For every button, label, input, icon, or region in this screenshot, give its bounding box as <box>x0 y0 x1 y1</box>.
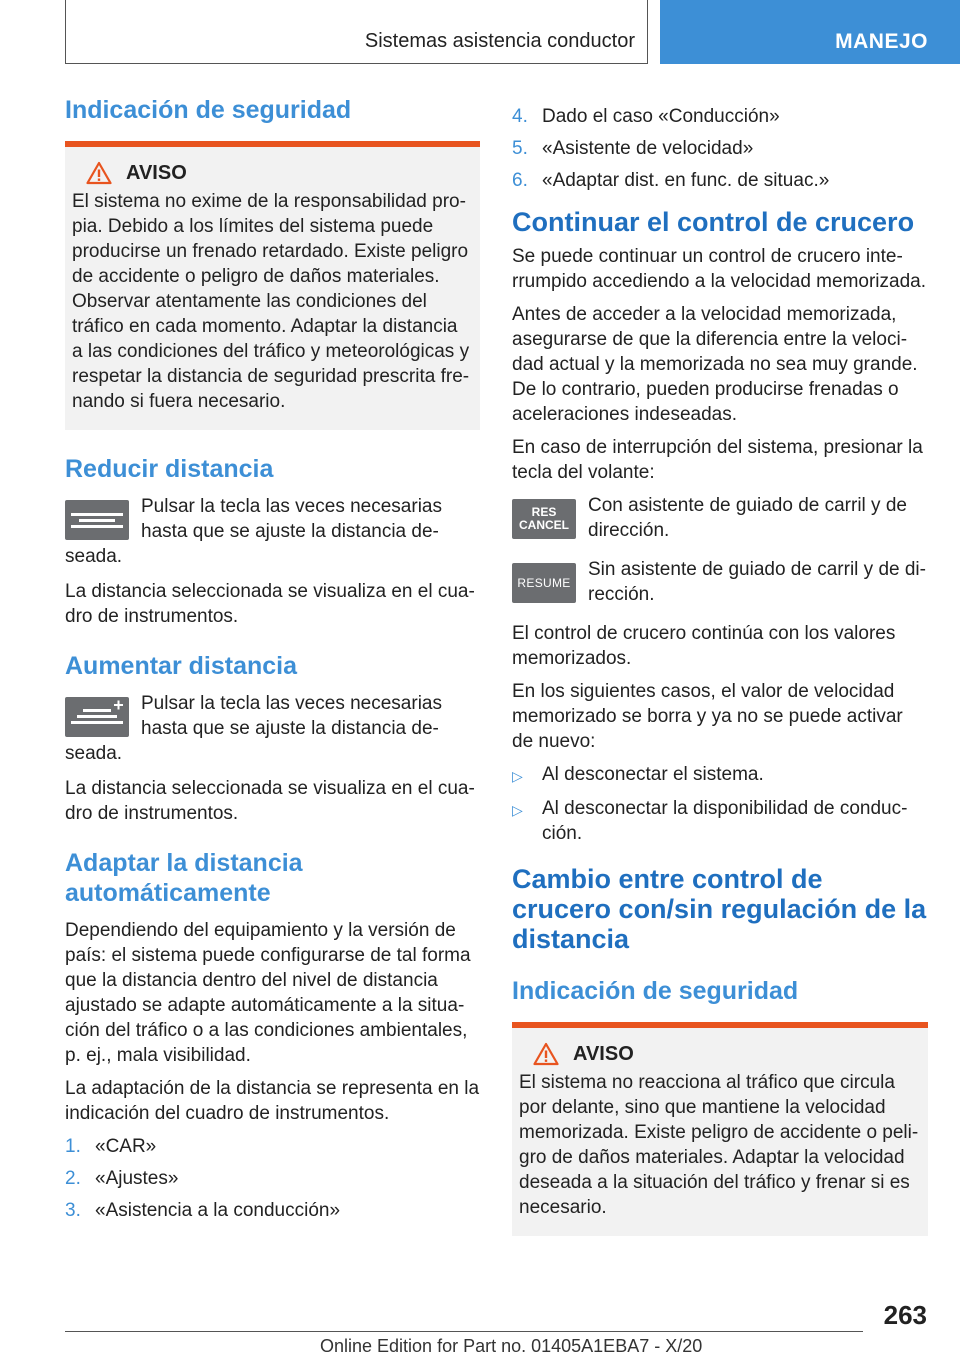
header-section-title: Sistemas asistencia conductor <box>364 30 635 52</box>
continue-paragraph-1: Se puede continuar un control de crucero interrumpido accediendo a la velocidad memorizada. <box>512 246 927 292</box>
list-item: 1. «CAR» <box>65 1136 157 1157</box>
warning-box-1 <box>65 141 480 430</box>
increase-note: La distancia seleccionada se visualiza en el cuadro de instrumentos. <box>65 778 475 824</box>
reduce-text: Pulsar la tecla las veces necesarias hasta que se ajuste la distancia deseada. <box>65 496 442 567</box>
res-cancel-text: Con asistente de guiado de carril y de dirección. <box>588 495 907 541</box>
warning-text-1: El sistema no exime de la responsabilidad propia. Debido a los límites del sistema puede producirse un frenado retardado. Existe peligro de accidente o peligro de daños materiales. Observar atentamente las condiciones del tráfico en cada momento. Adaptar la distancia a las condiciones del tráfico y meteorológicas y respetar la distancia de seguridad prescrita frenando si fuera necesario. <box>72 191 470 412</box>
warning-triangle-icon <box>86 161 112 185</box>
adapt-paragraph-2: La adaptación de la distancia se representa en la indicación del cuadro de instrumentos. <box>65 1078 480 1124</box>
increase-key-row <box>65 691 480 766</box>
adapt-paragraph-1: Dependiendo del equipamiento y la versión de país: el sistema puede configurarse de tal forma que la distancia dentro del nivel de distancia ajustado se adapte automáticamente a la situación del tráfico o a las condiciones ambientales, p. ej., mala visibilidad. <box>65 920 471 1066</box>
steps-list-left <box>65 1134 480 1223</box>
list-item: ▷ Al desconectar el sistema. <box>512 762 928 789</box>
list-item: ▷ Al desconectar la disponibilidad de conducción. <box>512 798 908 844</box>
warning-title-2: AVISO <box>573 1042 634 1065</box>
steps-list-right <box>512 104 928 193</box>
adapt-heading: Adaptar la distancia automáticamente <box>65 849 303 907</box>
list-item: 4. Dado el caso «Conducción» <box>512 106 780 127</box>
continue-paragraph-2: Antes de acceder a la velocidad memorizada, asegurarse de que la diferencia entre la velocidad actual y la memorizada no sea muy grande. De lo contrario, pueden producirse frenadas o aceleraciones indeseadas. <box>512 304 918 425</box>
warning-box-2 <box>512 1022 928 1236</box>
footer-divider <box>65 1331 863 1332</box>
left-column <box>65 95 480 1233</box>
list-item: 2. «Ajustes» <box>65 1168 179 1189</box>
header-chapter-tab <box>660 0 960 64</box>
increase-heading: Aumentar distancia <box>65 652 298 680</box>
list-item: 5. «Asistente de velocidad» <box>512 138 754 159</box>
triangle-bullet-icon: ▷ <box>512 802 523 818</box>
triangle-bullet-icon: ▷ <box>512 768 523 784</box>
increase-text: Pulsar la tecla las veces necesarias hasta que se ajuste la distancia deseada. <box>65 693 442 764</box>
header-chapter-title: MANEJO <box>835 30 928 53</box>
res-cancel-key-icon: RES CANCEL <box>512 499 576 539</box>
resume-key-icon: RESUME <box>512 563 576 603</box>
reduce-heading: Reducir distancia <box>65 455 274 483</box>
warning-title-1: AVISO <box>126 161 187 184</box>
footer-edition: Online Edition for Part no. 01405A1EBA7 - X/20 <box>320 1336 703 1356</box>
distance-decrease-key-icon <box>65 500 129 540</box>
switch-heading: Cambio entre control de crucero con/sin regulación de la distancia <box>512 864 927 954</box>
safety-heading-right: Indicación de seguridad <box>512 977 799 1005</box>
header-section-box <box>65 0 648 64</box>
safety-heading-left: Indicación de seguridad <box>65 96 352 124</box>
continue-paragraph-5: En los siguientes casos, el valor de velocidad memorizado se borra y ya no se puede activar de nuevo: <box>512 681 903 752</box>
warning-text-2: El sistema no reacciona al tráfico que circula por delante, sino que mantiene la velocidad memorizada. Existe peligro de accidente o peligro de daños materiales. Adaptar la velocidad deseada a la situación del tráfico y frenar si es necesario. <box>519 1072 919 1218</box>
warning-triangle-icon <box>533 1042 559 1066</box>
resume-key-row <box>512 557 928 607</box>
list-item: 3. «Asistencia a la conducción» <box>65 1200 341 1221</box>
res-cancel-key-row <box>512 493 928 543</box>
continue-heading: Continuar el control de crucero <box>512 207 915 237</box>
distance-increase-key-icon <box>65 697 129 737</box>
bullet-list <box>512 762 928 846</box>
reduce-note: La distancia seleccionada se visualiza en el cuadro de instrumentos. <box>65 581 475 627</box>
reduce-key-row <box>65 494 480 569</box>
continue-paragraph-4: El control de crucero continúa con los valores memorizados. <box>512 623 896 669</box>
right-column <box>512 104 928 1258</box>
list-item: 6. «Adaptar dist. en func. de situac.» <box>512 170 830 191</box>
resume-text: Sin asistente de guiado de carril y de dirección. <box>588 559 926 605</box>
continue-paragraph-3: En caso de interrupción del sistema, presionar la tecla del volante: <box>512 437 923 483</box>
page-number: 263 <box>883 1300 927 1330</box>
